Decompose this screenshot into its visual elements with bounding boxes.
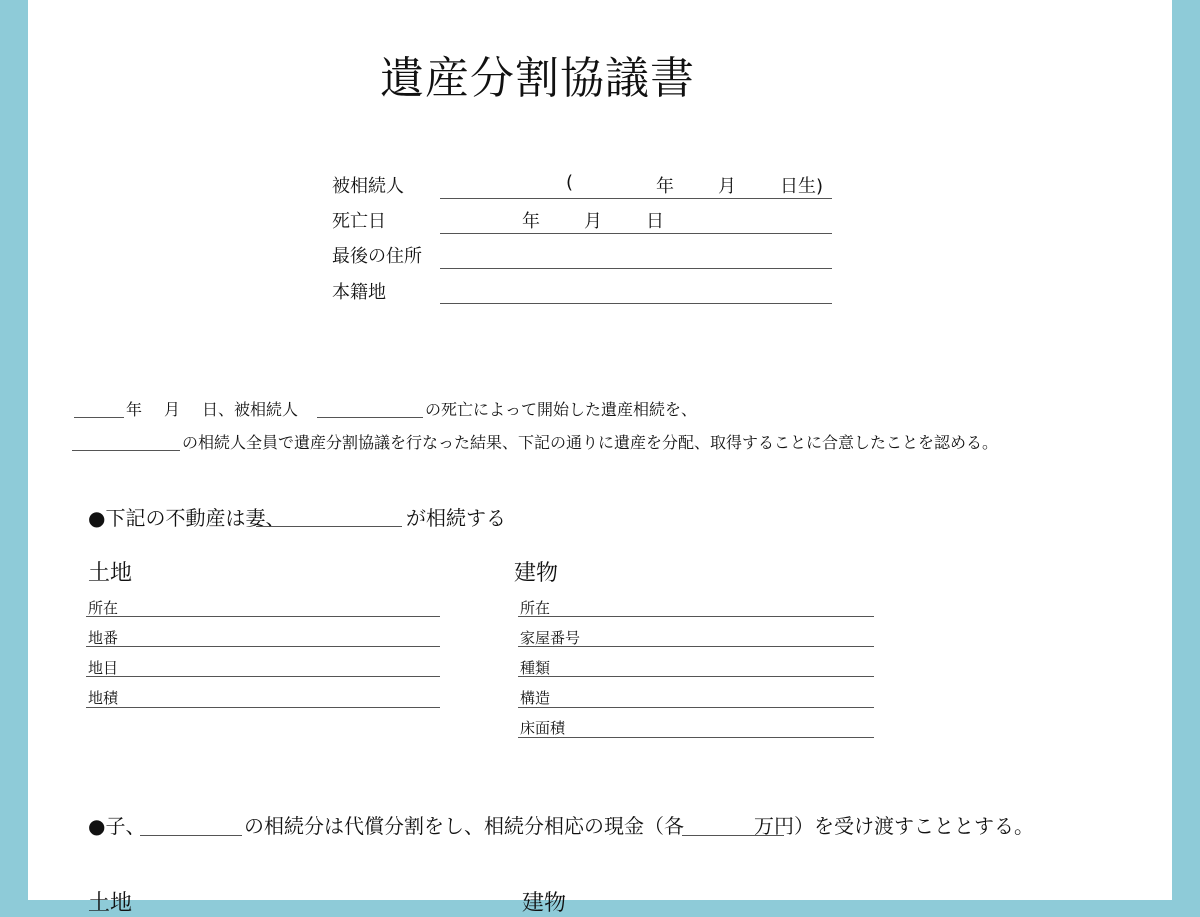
birth-month-label: 月	[718, 176, 736, 197]
birth-day-label: 日生)	[780, 176, 824, 197]
intro-line1-end: の死亡によって開始した遺産相続を、	[425, 400, 698, 419]
land-area-underline[interactable]	[86, 707, 440, 708]
birth-year-label: 年	[656, 176, 674, 197]
land-title: 土地	[88, 561, 133, 586]
domicile-underline[interactable]	[440, 303, 832, 304]
building-field-location: 所在	[520, 599, 551, 617]
building-field-structure: 構造	[520, 689, 551, 707]
section2-building-title: 建物	[522, 891, 567, 916]
wife-name-underline[interactable]	[256, 526, 402, 527]
building-floor-area-underline[interactable]	[518, 737, 874, 738]
building-structure-underline[interactable]	[518, 707, 874, 708]
birth-paren-open: (	[566, 172, 574, 193]
building-house-number-underline[interactable]	[518, 646, 874, 647]
section1-heading-start: ●下記の不動産は妻、	[88, 506, 286, 530]
intro-month-label: 月	[164, 400, 181, 419]
land-location-underline[interactable]	[86, 616, 440, 617]
building-title: 建物	[514, 561, 559, 586]
intro-line2-end: の相続人全員で遺産分割協議を行なった結果、下記の通りに遺産を分配、取得することに合意したことを認める。	[182, 433, 999, 452]
land-field-location: 所在	[88, 599, 119, 617]
death-date-underline[interactable]	[440, 233, 832, 234]
intro-day-text: 日、被相続人	[202, 400, 299, 419]
section2-land-title: 土地	[88, 891, 133, 916]
building-field-type: 種類	[520, 659, 551, 677]
last-address-underline[interactable]	[440, 268, 832, 269]
land-category-underline[interactable]	[86, 676, 440, 677]
intro-year-label: 年	[126, 400, 143, 419]
land-field-category: 地目	[88, 659, 119, 677]
land-field-area: 地積	[88, 689, 119, 707]
building-field-floor-area: 床面積	[520, 719, 566, 737]
building-location-underline[interactable]	[518, 616, 874, 617]
land-field-lot-number: 地番	[88, 629, 119, 647]
death-month-label: 月	[584, 211, 602, 232]
death-day-label: 日	[646, 211, 664, 232]
document-page	[28, 0, 1172, 916]
intro-year-underline[interactable]	[74, 417, 124, 418]
decedent-name-label: 被相続人	[332, 176, 404, 197]
section2-text-end: 万円）を受け渡すこととする。	[754, 814, 1034, 838]
building-field-house-number: 家屋番号	[520, 629, 581, 647]
section1-heading-end: が相続する	[406, 506, 506, 530]
intro-decedent-underline[interactable]	[317, 417, 423, 418]
domicile-label: 本籍地	[332, 282, 386, 303]
last-address-label: 最後の住所	[332, 246, 422, 267]
intro-heirs-underline[interactable]	[72, 450, 180, 451]
section2-text-start: ●子、	[88, 814, 146, 838]
section2-text-mid: の相続分は代償分割をし、相続分相応の現金（各	[244, 814, 684, 838]
decedent-name-underline[interactable]	[440, 198, 832, 199]
land-lot-number-underline[interactable]	[86, 646, 440, 647]
building-type-underline[interactable]	[518, 676, 874, 677]
death-year-label: 年	[522, 211, 540, 232]
death-date-label: 死亡日	[332, 211, 386, 232]
document-title: 遺産分割協議書	[380, 53, 695, 104]
child-name-underline[interactable]	[140, 835, 242, 836]
